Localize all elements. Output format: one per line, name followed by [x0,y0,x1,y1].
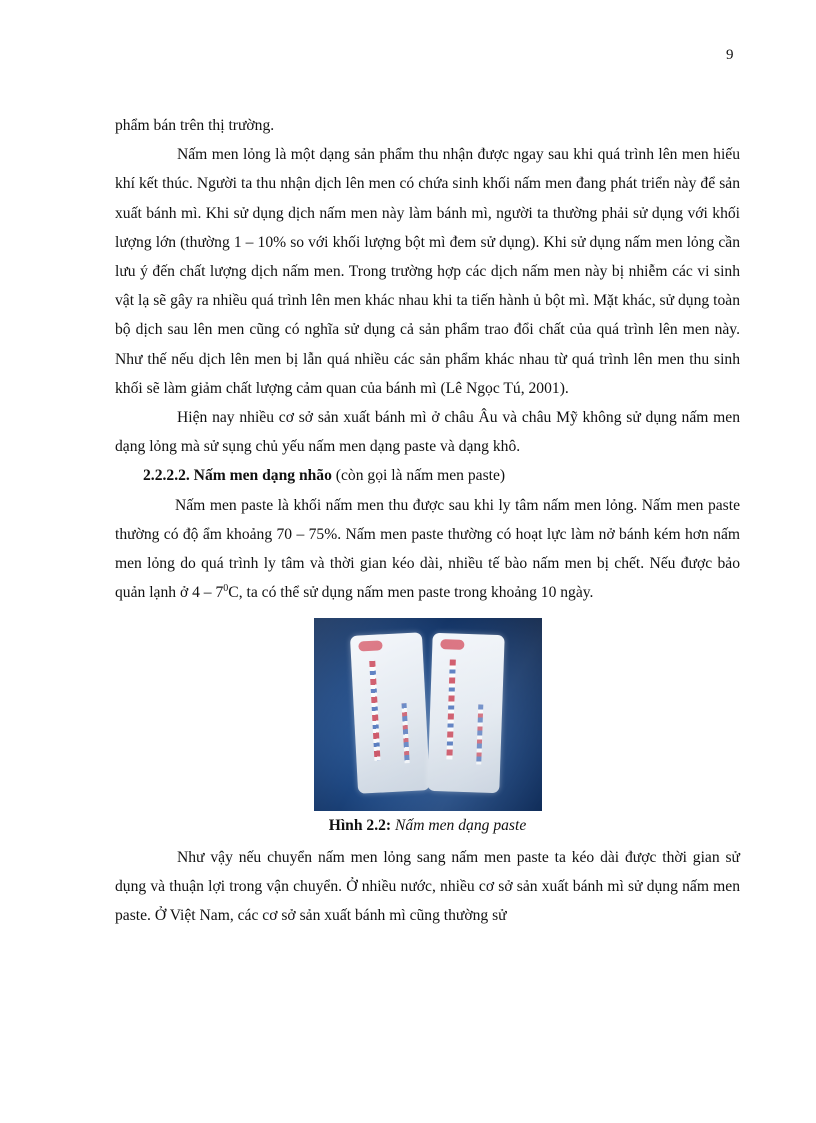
paste-yeast-text-a: Nấm men paste là khối nấm men thu được sau khi ly tâm nấm men lỏng. Nấm men paste thường có độ ẩm khoảng 70 – 75%. Nấm men paste thường có hoạt lực làm nở bánh kém hơn nấm men lỏng do quá trình ly tâm và thời gian kéo dài, nhiều tế bào nấm men bị chết. Nếu được bảo quản lạnh ở 4 – 7 [115,496,740,602]
paragraph-continuation: phẩm bán trên thị trường. [115,117,275,134]
page-number: 9 [726,47,734,63]
paragraph-paste-yeast [115,491,740,608]
section-heading [115,461,740,490]
document-body [115,111,740,930]
section-heading-note: (còn gọi là nấm men paste) [331,467,506,485]
section-heading-title: 2.2.2.2. Nấm men dạng nhão [143,467,332,485]
paragraph-conclusion: Như vậy nếu chuyển nấm men lỏng sang nấm men paste ta kéo dài được thời gian sử dụng và thuận lợi trong vận chuyển. Ở nhiều nước, nhiều cơ sở sản xuất bánh mì sử dụng nấm men paste. Ở Việt Nam, các cơ sở sản xuất bánh mì cũng thường sử [115,848,740,925]
paragraph-europe-usage: Hiện nay nhiều cơ sở sản xuất bánh mì ở châu Âu và châu Mỹ không sử dụng nấm men dạng lỏng mà sử sụng chủ yếu nấm men dạng paste và dạng khô. [115,409,740,456]
figure-caption-text: Nấm men dạng paste [395,817,527,835]
figure-caption [115,811,740,840]
figure-caption-label: Hình 2.2: [328,817,392,835]
degree-superscript: 0 [223,583,229,595]
paste-yeast-photo [314,618,542,811]
paste-yeast-text-b: C, ta có thể sử dụng nấm men paste trong khoảng 10 ngày. [228,584,594,602]
paragraph-liquid-yeast: Nấm men lỏng là một dạng sản phẩm thu nhận được ngay sau khi quá trình lên men hiếu khí kết thúc. Người ta thu nhận dịch lên men có chứa sinh khối nấm men đang phát triển này để sản xuất bánh mì. Khi sử dụng dịch nấm men này làm bánh mì, người ta thường phải sử dụng với khối lượng lớn (thường 1 – 10% so với khối lượng bột mì đem sử dụng). Khi sử dụng nấm men lỏng cần lưu ý đến chất lượng dịch nấm men. Trong trường hợp các dịch nấm men này bị nhiễm các vi sinh vật lạ sẽ gây ra nhiều quá trình lên men khác nhau khi ta tiến hành ủ bột mì. Mặt khác, sử dụng toàn bộ dịch sau lên men cũng có nghĩa sử dụng cả sản phẩm trao đổi chất của quá trình lên men này. Như thế nếu dịch lên men bị lẫn quá nhiều các sản phẩm khác nhau từ quá trình lên men thu sinh khối sẽ làm giảm chất lượng cảm quan của bánh mì (Lê Ngọc Tú, 2001). [115,146,740,397]
